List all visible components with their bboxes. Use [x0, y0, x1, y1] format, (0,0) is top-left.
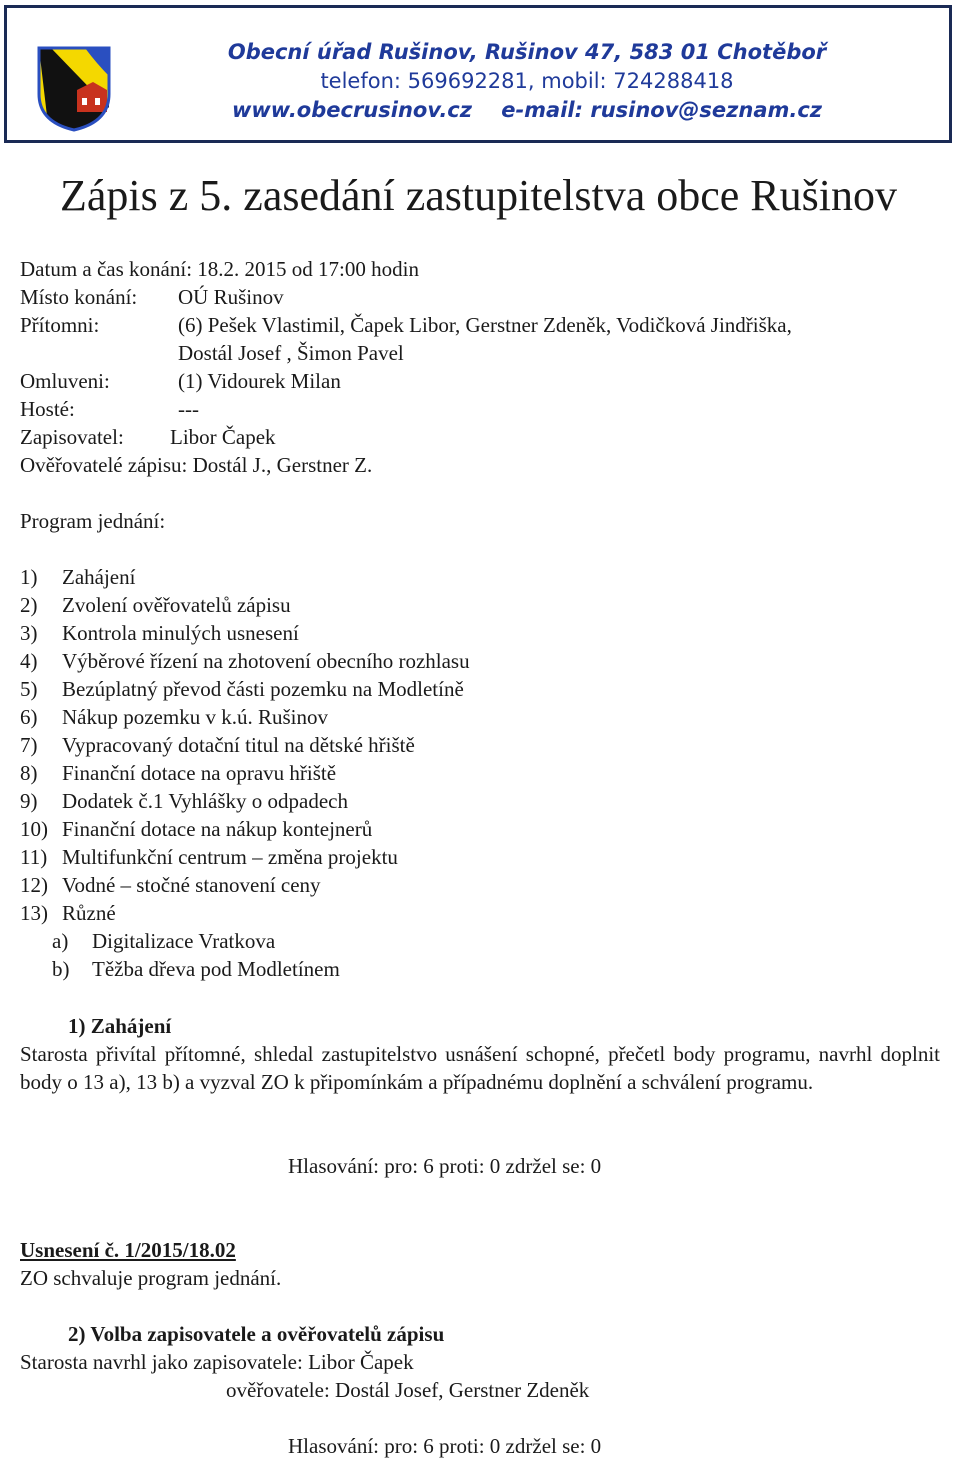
section2-vote: Hlasování: pro: 6 proti: 0 zdržel se: 0: [288, 1434, 602, 1458]
section1-heading: 1) Zahájení: [68, 1014, 172, 1038]
letterhead: [4, 5, 952, 143]
attendees: Přítomni: (6) Pešek Vlastimil, Čapek Libor, Gerstner Zdeněk, Vodičková Jindřiška,: [20, 313, 792, 337]
program-item: 7) Vypracovaný dotační titul na dětské hřiště: [20, 733, 415, 757]
guests: Hosté: ---: [20, 397, 199, 421]
document-title: Zápis z 5. zasedání zastupitelstva obce Rušinov: [60, 171, 897, 220]
verifiers: Ověřovatelé zápisu: Dostál J., Gerstner Z.: [20, 453, 373, 477]
resolution-text: ZO schvaluje program jednání.: [20, 1266, 282, 1290]
section1-vote: Hlasování: pro: 6 proti: 0 zdržel se: 0: [288, 1154, 602, 1178]
program-subitem: a) Digitalizace Vratkova: [52, 929, 276, 953]
meeting-date: Datum a čas konání: 18.2. 2015 od 17:00 hodin: [20, 257, 419, 281]
program-subitem: b) Těžba dřeva pod Modletínem: [52, 957, 340, 981]
program-item: 9) Dodatek č.1 Vyhlášky o odpadech: [20, 789, 348, 813]
program-item: 1) Zahájení: [20, 565, 136, 589]
program-item: 11) Multifunkční centrum – změna projektu: [20, 845, 398, 869]
attendees-cont: Dostál Josef , Šimon Pavel: [178, 341, 404, 365]
office-phone: telefon: 569692281, mobil: 724288418: [320, 69, 734, 93]
excused: Omluveni: (1) Vidourek Milan: [20, 369, 341, 393]
program-item: 5) Bezúplatný převod části pozemku na Modletíně: [20, 677, 464, 701]
section2-heading: 2) Volba zapisovatele a ověřovatelů zápisu: [68, 1322, 445, 1346]
email-link[interactable]: e-mail: rusinov@seznam.cz: [501, 98, 823, 122]
program-item: 12) Vodné – stočné stanovení ceny: [20, 873, 321, 897]
resolution-title: Usnesení č. 1/2015/18.02: [20, 1238, 236, 1262]
office-address: Obecní úřad Rušinov, Rušinov 47, 583 01 Chotěboř: [227, 40, 827, 64]
program-item: 10) Finanční dotace na nákup kontejnerů: [20, 817, 373, 841]
program-item: 3) Kontrola minulých usnesení: [20, 621, 299, 645]
program-item: 2) Zvolení ověřovatelů zápisu: [20, 593, 291, 617]
section2-recorder: Starosta navrhl jako zapisovatele: Libor Čapek: [20, 1350, 414, 1374]
coat-of-arms-icon: [37, 46, 111, 132]
section1-body: Starosta přivítal přítomné, shledal zastupitelstvo usnášení schopné, přečetl body programu, navrhl doplnit body o 13 a), 13 b) a vyzval ZO k připomínkám a případnému doplnění a schválení programu.: [20, 1042, 940, 1094]
website-link[interactable]: www.obecrusinov.cz: [231, 98, 472, 122]
program-item: 8) Finanční dotace na opravu hřiště: [20, 761, 337, 785]
section2-verifiers: ověřovatele: Dostál Josef, Gerstner Zdeněk: [226, 1378, 590, 1402]
program-item: 6) Nákup pozemku v k.ú. Rušinov: [20, 705, 328, 729]
meeting-place: Místo konání: OÚ Rušinov: [20, 285, 284, 309]
office-web-mail: [157, 98, 897, 122]
program-item: 4) Výběrové řízení na zhotovení obecního rozhlasu: [20, 649, 470, 673]
program-item: 13) Různé: [20, 901, 116, 925]
program-heading: Program jednání:: [20, 509, 166, 533]
recorder: Zapisovatel: Libor Čapek: [20, 425, 276, 449]
